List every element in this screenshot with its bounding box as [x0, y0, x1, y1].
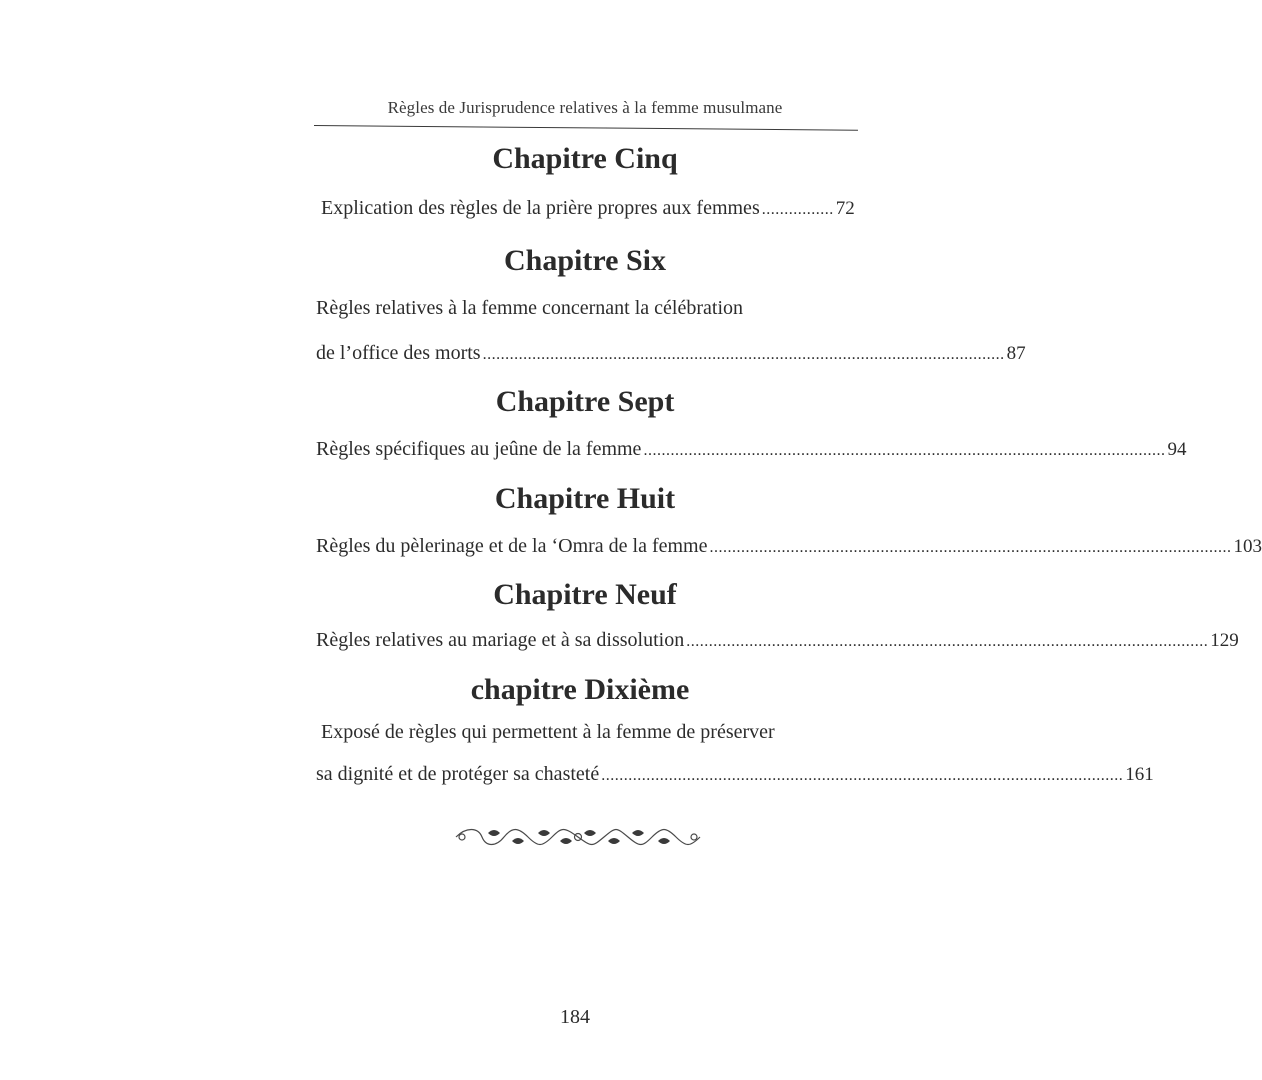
toc-entry-6-line-1 — [316, 297, 846, 320]
toc-entry-text: Règles spécifiques au jeûne de la femme — [316, 438, 642, 460]
dot-leader: .................................................................................................................... — [601, 767, 1124, 784]
toc-entry-6-line-2 — [316, 342, 1026, 365]
toc-entry-text: Explication des règles de la prière propres aux femmes — [321, 197, 760, 219]
chapter-title-10: chapitre Dixième — [470, 673, 690, 706]
toc-entry-10-line-2 — [316, 763, 1154, 786]
toc-page-number: 161 — [1125, 764, 1154, 785]
toc-page-number: 72 — [835, 198, 855, 219]
dot-leader: .................................................................................................................... — [643, 442, 1166, 459]
chapter-title-8: Chapitre Huit — [494, 482, 676, 515]
chapter-title-6: Chapitre Six — [504, 244, 666, 277]
dot-leader: .................................................................................................................... — [686, 633, 1209, 650]
toc-entry-10-line-1 — [321, 721, 851, 744]
toc-page-number: 103 — [1233, 536, 1262, 557]
toc-page-number: 87 — [1006, 343, 1026, 364]
toc-entry-text: sa dignité et de protéger sa chasteté — [316, 763, 600, 785]
page-number: 184 — [560, 1006, 590, 1028]
toc-entry-text: de l’office des morts — [316, 342, 481, 364]
dot-leader: .................................................................................................................... — [482, 346, 1005, 363]
toc-entry-9 — [316, 629, 1239, 652]
chapter-title-5: Chapitre Cinq — [492, 142, 678, 175]
dot-leader: ................ — [761, 201, 834, 218]
toc-entry-text: Règles du pèlerinage et de la ‘Omra de la femme — [316, 535, 708, 557]
header-rule — [314, 125, 858, 131]
chapter-title-7: Chapitre Sept — [495, 385, 675, 418]
dot-leader: .................................................................................................................... — [709, 539, 1232, 556]
running-header: Règles de Jurisprudence relatives à la femme musulmane — [387, 98, 783, 117]
toc-page-number: 129 — [1210, 630, 1239, 651]
toc-entry-text: Règles relatives à la femme concernant la célébration — [316, 297, 744, 319]
toc-entry-text: Exposé de règles qui permettent à la femme de préserver — [321, 721, 775, 743]
toc-entry-7 — [316, 438, 1187, 461]
toc-entry-8 — [316, 535, 1262, 558]
floral-vine-ornament-icon — [452, 823, 704, 851]
toc-page-number: 94 — [1167, 439, 1187, 460]
toc-entry-5 — [321, 197, 855, 220]
toc-entry-text: Règles relatives au mariage et à sa dissolution — [316, 629, 685, 651]
chapter-title-9: Chapitre Neuf — [493, 578, 677, 611]
